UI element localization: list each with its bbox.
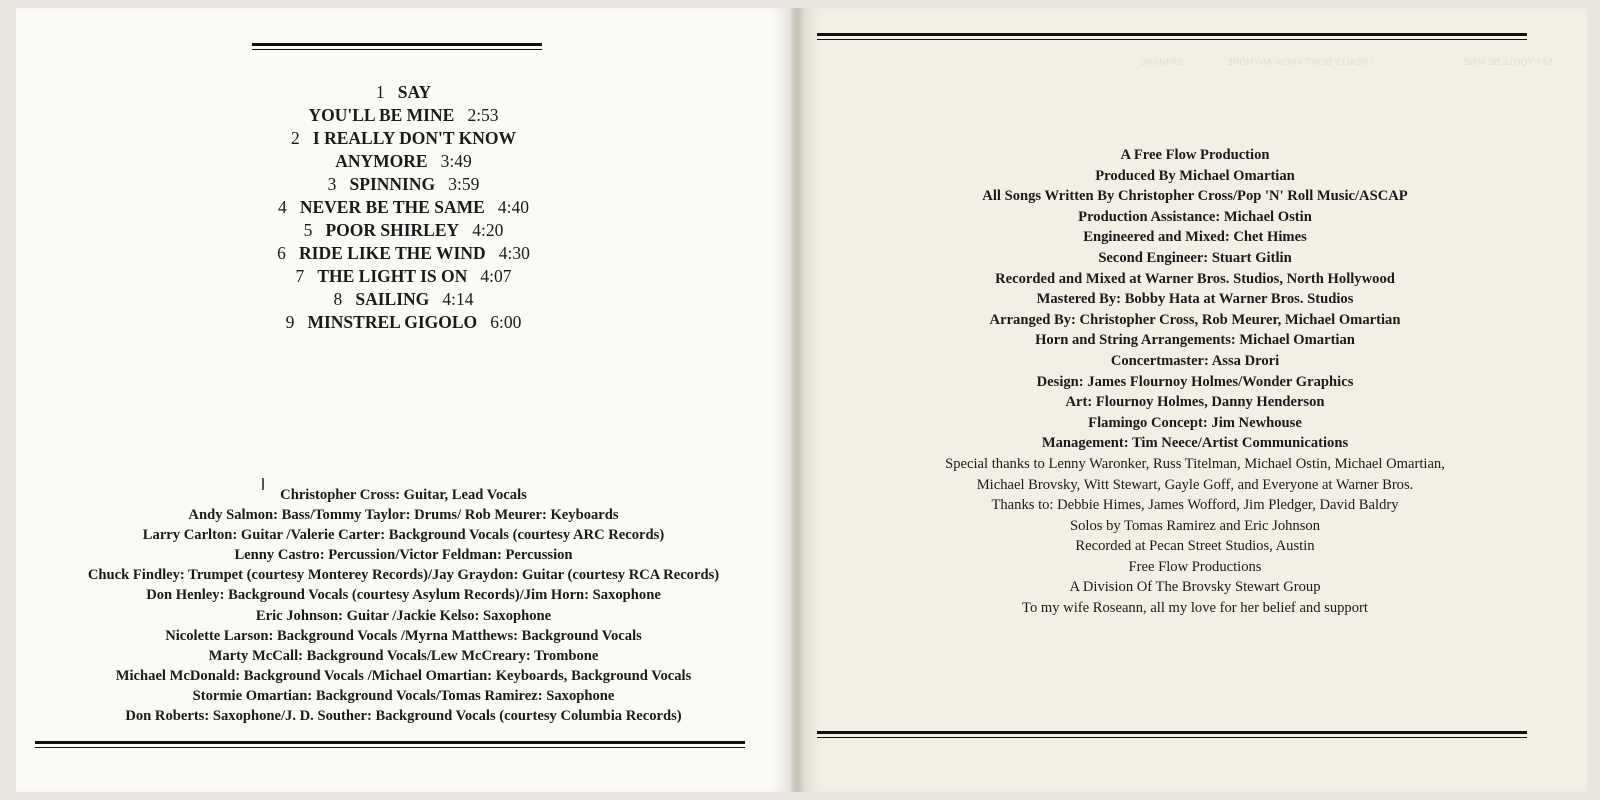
- production-credit-line: Second Engineer: Stuart Gitlin: [1098, 249, 1292, 266]
- production-credit-line: Art: Flournoy Holmes, Danny Henderson: [1065, 394, 1325, 411]
- track-row: [16, 127, 791, 150]
- booklet-spine: [791, 8, 803, 792]
- track-list: [16, 81, 791, 334]
- track-duration: 4:14: [442, 289, 474, 309]
- thanks-line: Special thanks to Lenny Waronker, Russ Titelman, Michael Ostin, Michael Omartian,: [945, 455, 1445, 472]
- track-title: SPINNING: [349, 174, 436, 194]
- credit-line: Don Roberts: Saxophone/J. D. Souther: Background Vocals (courtesy Columbia Records): [125, 708, 682, 725]
- track-number: 7: [295, 266, 305, 286]
- credit-line: Chuck Findley: Trumpet (courtesy Monterey Records)/Jay Graydon: Guitar (courtesy RCA Records): [87, 567, 720, 584]
- track-number: 4: [277, 197, 287, 217]
- thanks-line: Thanks to: Debbie Himes, James Wofford, Jim Pledger, David Baldry: [991, 497, 1399, 514]
- thanks-line: Recorded at Pecan Street Studios, Austin: [1075, 538, 1315, 555]
- track-title: POOR SHIRLEY: [325, 220, 460, 240]
- ghost-heading: I REALLY DON'T KNOW ANYMORE: [1226, 57, 1373, 67]
- track-number: 2: [291, 128, 300, 148]
- track-number: 5: [303, 220, 313, 240]
- track-number: 6: [277, 243, 286, 263]
- credit-line: Eric Johnson: Guitar /Jackie Kelso: Saxophone: [255, 607, 552, 624]
- track-duration: 4:30: [498, 243, 530, 263]
- ghost-heading: SAY YOU'LL BE MINE: [1463, 57, 1553, 67]
- thanks-line: To my wife Roseann, all my love for her belief and support: [1022, 600, 1368, 617]
- ghost-heading: SPINNING: [1139, 57, 1183, 67]
- track-row: [16, 242, 791, 265]
- top-double-rule: [252, 43, 542, 50]
- right-booklet-page: [803, 8, 1587, 792]
- track-row: [16, 173, 791, 196]
- production-credit-line: Management: Tim Neece/Artist Communications: [1041, 435, 1349, 452]
- track-duration: 4:40: [497, 197, 530, 217]
- track-number: 9: [285, 312, 295, 332]
- production-credits: [803, 145, 1587, 619]
- track-title: RIDE LIKE THE WIND: [299, 243, 486, 263]
- track-row: [16, 311, 791, 334]
- track-title: I REALLY DON'T KNOW: [312, 128, 516, 148]
- credit-line: Michael McDonald: Background Vocals /Michael Omartian: Keyboards, Background Vocals: [115, 667, 692, 684]
- track-duration: 6:00: [490, 312, 522, 332]
- production-credit-line: Concertmaster: Assa Drori: [1110, 352, 1280, 369]
- track-title: SAILING: [355, 289, 430, 309]
- credit-line: Larry Carlton: Guitar /Valerie Carter: Background Vocals (courtesy ARC Records): [142, 527, 665, 544]
- track-number: 1: [375, 82, 385, 102]
- thanks-line: A Division Of The Brovsky Stewart Group: [1069, 579, 1321, 596]
- track-row: [16, 150, 791, 173]
- bottom-double-rule: [35, 741, 745, 748]
- production-credit-line: Flamingo Concept: Jim Newhouse: [1088, 414, 1302, 431]
- musician-credits: [16, 485, 791, 726]
- production-credit-line: Produced By Michael Omartian: [1095, 167, 1295, 184]
- production-credit-line: All Songs Written By Christopher Cross/Pop 'N' Roll Music/ASCAP: [982, 188, 1408, 205]
- track-row: [16, 219, 791, 242]
- production-credit-line: Horn and String Arrangements: Michael Omartian: [1035, 332, 1355, 349]
- credit-line: Christopher Cross: Guitar, Lead Vocals: [280, 487, 527, 503]
- left-booklet-page: [16, 8, 791, 792]
- thanks-line: Solos by Tomas Ramirez and Eric Johnson: [1069, 517, 1321, 534]
- track-row: [16, 104, 791, 127]
- production-credit-line: A Free Flow Production: [1120, 147, 1270, 163]
- production-credit-line: Mastered By: Bobby Hata at Warner Bros. Studios: [1036, 291, 1354, 308]
- thanks-line: Michael Brovsky, Witt Stewart, Gayle Goff, and Everyone at Warner Bros.: [976, 476, 1414, 493]
- credit-line: Andy Salmon: Bass/Tommy Taylor: Drums/ Rob Meurer: Keyboards: [188, 507, 619, 524]
- credit-line: Stormie Omartian: Background Vocals/Tomas Ramirez: Saxophone: [192, 687, 615, 704]
- track-title: YOU'LL BE MINE: [308, 105, 455, 125]
- top-double-rule: [817, 33, 1527, 40]
- credit-line: Nicolette Larson: Background Vocals /Myrna Matthews: Background Vocals: [165, 627, 642, 644]
- track-title: SAY: [397, 82, 432, 102]
- track-row: [16, 81, 791, 104]
- track-duration: 2:53: [467, 105, 499, 125]
- track-number: 8: [333, 289, 343, 309]
- production-credit-line: Engineered and Mixed: Chet Himes: [1083, 229, 1307, 246]
- track-title: THE LIGHT IS ON: [317, 266, 468, 286]
- credit-line: Marty McCall: Background Vocals/Lew McCreary: Trombone: [208, 647, 599, 664]
- track-row: [16, 288, 791, 311]
- track-duration: 4:20: [472, 220, 504, 240]
- bottom-double-rule: [817, 731, 1527, 738]
- track-row: [16, 196, 791, 219]
- production-credit-line: Arranged By: Christopher Cross, Rob Meurer, Michael Omartian: [989, 311, 1401, 328]
- track-title: ANYMORE: [335, 151, 428, 171]
- track-title: MINSTREL GIGOLO: [307, 312, 478, 332]
- production-credit-line: Design: James Flournoy Holmes/Wonder Graphics: [1036, 373, 1354, 390]
- track-row: [16, 265, 791, 288]
- track-duration: 4:07: [480, 266, 512, 286]
- thanks-line: Free Flow Productions: [1128, 558, 1262, 575]
- credit-line: Lenny Castro: Percussion/Victor Feldman: Percussion: [234, 547, 573, 564]
- track-duration: 3:49: [440, 151, 472, 171]
- production-credit-line: Production Assistance: Michael Ostin: [1078, 208, 1312, 225]
- production-credit-line: Recorded and Mixed at Warner Bros. Studios, North Hollywood: [995, 270, 1395, 287]
- track-duration: 3:59: [448, 174, 480, 194]
- credit-line: Don Henley: Background Vocals (courtesy Asylum Records)/Jim Horn: Saxophone: [146, 587, 661, 604]
- track-title: NEVER BE THE SAME: [299, 197, 485, 217]
- track-number: 3: [327, 174, 337, 194]
